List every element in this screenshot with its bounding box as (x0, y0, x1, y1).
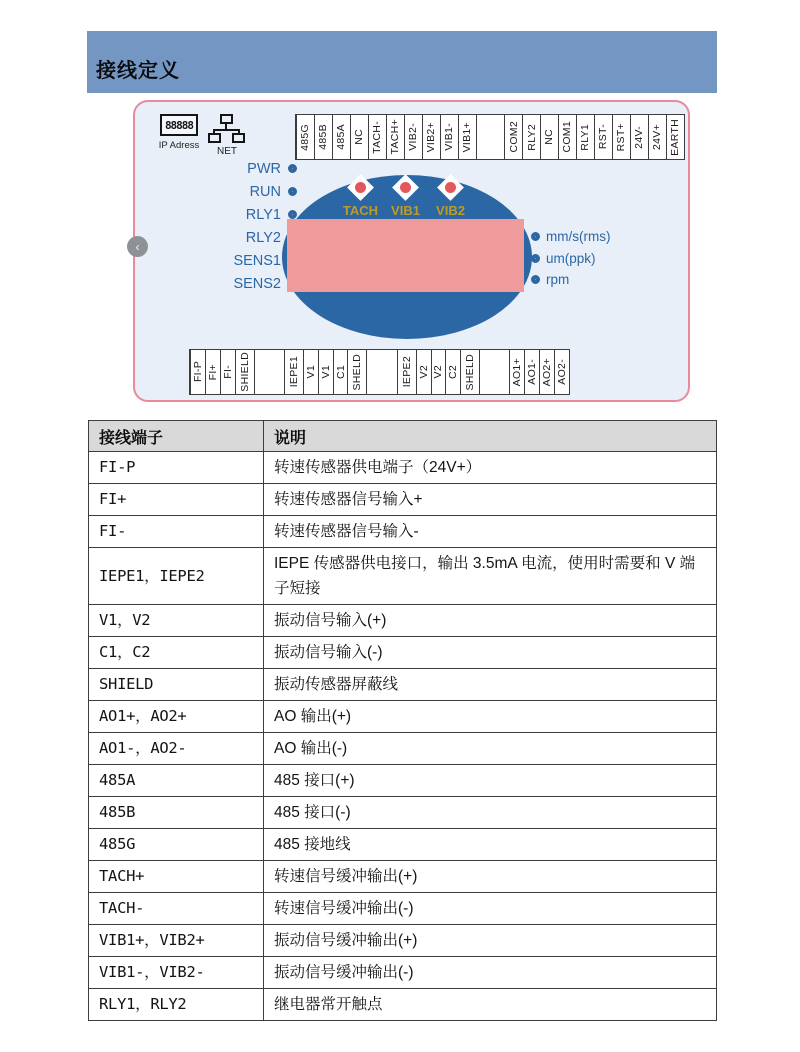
led-indicator-icon (288, 187, 297, 196)
terminal-cell (648, 115, 666, 159)
terminal-cell (333, 350, 348, 394)
terminal-name-cell: FI-P (89, 452, 264, 484)
terminal-description-cell: 485 接口(-) (264, 797, 717, 829)
indicator-diamond-icon (392, 174, 419, 201)
terminal-name-cell: C1，C2 (89, 637, 264, 669)
terminal-name-cell: RLY1，RLY2 (89, 989, 264, 1021)
table-row (89, 669, 717, 701)
table-row (89, 797, 717, 829)
ip-address-indicator (149, 114, 209, 151)
terminal-label: TACH+ (389, 119, 402, 155)
terminal-description-cell: 转速传感器供电端子（24V+） (264, 452, 717, 484)
terminal-cell (558, 115, 576, 159)
terminal-cell (594, 115, 612, 159)
collapse-button[interactable] (127, 236, 148, 257)
terminal-description-cell: 转速传感器信号输入+ (264, 484, 717, 516)
unit-led-column (531, 226, 610, 291)
terminal-label: TACH- (371, 120, 384, 154)
led-label: RLY2 (245, 229, 281, 246)
terminal-cell (347, 350, 366, 394)
terminal-description-cell: 转速传感器信号输入- (264, 516, 717, 548)
terminal-description-cell: 振动传感器屏蔽线 (264, 669, 717, 701)
terminal-label: AO2- (556, 359, 569, 385)
terminal-cell (458, 115, 476, 159)
unit-label: rpm (546, 272, 570, 288)
terminal-cell (386, 115, 404, 159)
indicator-label: TACH (342, 203, 379, 218)
terminal-name-cell: IEPE1，IEPE2 (89, 548, 264, 605)
terminal-label: 485G (299, 123, 312, 151)
terminal-label: RST+ (615, 122, 628, 152)
terminal-cell (612, 115, 630, 159)
table-header-row (89, 421, 717, 452)
terminal-cell (445, 350, 460, 394)
terminal-cell (539, 350, 554, 394)
terminal-label: 485A (335, 124, 348, 150)
terminal-description-cell: 485 接地线 (264, 829, 717, 861)
terminal-label: FI- (221, 365, 234, 379)
led-row (157, 249, 297, 272)
terminal-cell (284, 350, 303, 394)
terminal-cell (314, 115, 332, 159)
table-row (89, 548, 717, 605)
terminal-cell (332, 115, 350, 159)
led-row (157, 272, 297, 295)
terminal-cell (296, 115, 314, 159)
ip-address-label: IP Adress (158, 140, 200, 151)
led-row (157, 203, 297, 226)
header-description: 说明 (264, 421, 717, 452)
terminal-label: RLY1 (579, 123, 592, 151)
table-row (89, 452, 717, 484)
terminal-label: VIB1+ (461, 121, 474, 153)
terminal-description-cell: 转速信号缓冲输出(-) (264, 893, 717, 925)
channel-indicators (338, 178, 473, 218)
terminal-label: 24V+ (651, 123, 664, 150)
indicator-diamond-icon (437, 174, 464, 201)
terminal-label: C1 (334, 364, 347, 380)
terminal-label: COM2 (507, 121, 520, 153)
channel-indicator (338, 178, 383, 218)
terminal-description-cell: 振动信号输入(-) (264, 637, 717, 669)
terminal-cell (576, 115, 594, 159)
terminal-description-cell: IEPE 传感器供电接口，输出 3.5mA 电流，使用时需要和 V 端子短接 (264, 548, 717, 605)
terminal-cell (416, 350, 431, 394)
table-row (89, 925, 717, 957)
led-row (157, 157, 297, 180)
table-row (89, 516, 717, 548)
terminal-label: FI-P (191, 361, 204, 383)
terminal-name-cell: 485G (89, 829, 264, 861)
terminal-name-cell: VIB1+，VIB2+ (89, 925, 264, 957)
terminal-cell (220, 350, 235, 394)
terminal-name-cell: TACH+ (89, 861, 264, 893)
terminal-name-cell: V1，V2 (89, 605, 264, 637)
net-label: NET (217, 146, 237, 157)
page-title: 接线定义 (96, 60, 180, 82)
terminal-label: IEPE1 (287, 356, 300, 388)
terminal-description-cell: AO 输出(-) (264, 733, 717, 765)
terminal-cell (509, 350, 524, 394)
terminal-description-cell: 振动信号缓冲输出(-) (264, 957, 717, 989)
terminal-cell (254, 350, 284, 394)
terminal-description-cell: 振动信号缓冲输出(+) (264, 925, 717, 957)
table-row (89, 861, 717, 893)
table-row (89, 733, 717, 765)
led-label: RLY1 (245, 206, 281, 223)
network-icon (207, 114, 247, 144)
terminal-label: RST- (597, 124, 610, 150)
unit-label: um(ppk) (546, 250, 596, 266)
bottom-terminal-strip (189, 349, 570, 395)
terminal-label: 24V- (633, 125, 646, 149)
terminal-cell (350, 115, 368, 159)
terminal-label: SHELD (351, 353, 364, 391)
terminal-cell (318, 350, 333, 394)
unit-led-row (531, 248, 610, 270)
terminal-name-cell: TACH- (89, 893, 264, 925)
led-label: PWR (247, 160, 281, 177)
terminal-label: COM1 (561, 121, 574, 153)
led-label: SENS1 (233, 252, 281, 269)
terminal-name-cell: 485A (89, 765, 264, 797)
led-row (157, 226, 297, 249)
channel-indicator (428, 178, 473, 218)
led-row (157, 180, 297, 203)
terminal-cell (666, 115, 684, 159)
terminal-label: FI+ (206, 363, 219, 381)
table-row (89, 701, 717, 733)
terminal-label: AO1+ (511, 357, 524, 387)
terminal-cell (205, 350, 220, 394)
terminal-cell (366, 350, 396, 394)
unit-label: mm/s(rms) (546, 229, 611, 245)
terminal-description-cell: 转速信号缓冲输出(+) (264, 861, 717, 893)
top-terminal-strip (295, 114, 685, 160)
terminal-cell (479, 350, 509, 394)
terminal-label: VIB2- (407, 123, 420, 151)
table-row (89, 484, 717, 516)
led-indicator-icon (531, 254, 540, 263)
terminal-name-cell: FI+ (89, 484, 264, 516)
terminal-label: RLY2 (525, 123, 538, 151)
terminal-name-cell: VIB1-，VIB2- (89, 957, 264, 989)
terminal-cell (524, 350, 539, 394)
device-panel (133, 100, 690, 402)
terminal-label: VIB2+ (425, 121, 438, 153)
table-row (89, 957, 717, 989)
terminal-label: V2 (417, 365, 430, 379)
table-row (89, 765, 717, 797)
terminal-cell (303, 350, 318, 394)
terminal-cell (554, 350, 569, 394)
terminal-description-cell: AO 输出(+) (264, 701, 717, 733)
led-indicator-icon (288, 164, 297, 173)
table-row (89, 829, 717, 861)
terminal-name-cell: AO1-，AO2- (89, 733, 264, 765)
terminal-label: C2 (447, 364, 460, 380)
table-row (89, 637, 717, 669)
terminal-label: NC (353, 129, 366, 145)
terminal-cell (235, 350, 254, 394)
terminal-label: 485B (317, 124, 330, 150)
terminal-cell (504, 115, 522, 159)
dip-switch-icon (160, 114, 198, 136)
status-led-column (157, 157, 297, 295)
terminal-cell (540, 115, 558, 159)
terminal-cell (397, 350, 416, 394)
terminal-label: NC (543, 129, 556, 145)
terminal-label: IEPE2 (400, 356, 413, 388)
terminal-cell (368, 115, 386, 159)
unit-led-row (531, 226, 610, 248)
terminal-label: V2 (432, 365, 445, 379)
wiring-table (88, 420, 717, 1021)
terminal-name-cell: AO1+，AO2+ (89, 701, 264, 733)
lcd-screen (287, 219, 524, 292)
terminal-label: AO2+ (541, 357, 554, 387)
led-label: SENS2 (233, 275, 281, 292)
terminal-label: VIB1- (443, 123, 456, 151)
table-row (89, 893, 717, 925)
net-port-indicator (205, 114, 249, 157)
terminal-name-cell: FI- (89, 516, 264, 548)
indicator-label: VIB1 (391, 203, 420, 218)
header-terminal: 接线端子 (89, 421, 264, 452)
terminal-cell (630, 115, 648, 159)
terminal-label: SHELD (464, 353, 477, 391)
terminal-label: SHIELD (238, 352, 251, 392)
table-row (89, 989, 717, 1021)
terminal-name-cell: 485B (89, 797, 264, 829)
terminal-cell (476, 115, 504, 159)
terminal-cell (460, 350, 479, 394)
led-indicator-icon (531, 232, 540, 241)
ip-digits: 88888 (164, 118, 194, 132)
terminal-cell (404, 115, 422, 159)
terminal-description-cell: 振动信号输入(+) (264, 605, 717, 637)
terminal-name-cell: SHIELD (89, 669, 264, 701)
terminal-description-cell: 继电器常开触点 (264, 989, 717, 1021)
table-body (89, 452, 717, 1021)
led-label: RUN (249, 183, 281, 200)
terminal-label: V1 (319, 365, 332, 379)
unit-led-row (531, 269, 610, 291)
terminal-cell (440, 115, 458, 159)
terminal-label: AO1- (526, 359, 539, 385)
terminal-label: V1 (304, 365, 317, 379)
terminal-description-cell: 485 接口(+) (264, 765, 717, 797)
indicator-diamond-icon (347, 174, 374, 201)
terminal-cell (522, 115, 540, 159)
terminal-cell (422, 115, 440, 159)
terminal-cell (190, 350, 205, 394)
chevron-left-icon: ‹ (135, 239, 140, 254)
channel-indicator (383, 178, 428, 218)
section-title-bar (87, 31, 717, 93)
terminal-label: EARTH (669, 118, 682, 156)
table-row (89, 605, 717, 637)
indicator-label: VIB2 (436, 203, 465, 218)
led-indicator-icon (531, 275, 540, 284)
terminal-cell (431, 350, 446, 394)
